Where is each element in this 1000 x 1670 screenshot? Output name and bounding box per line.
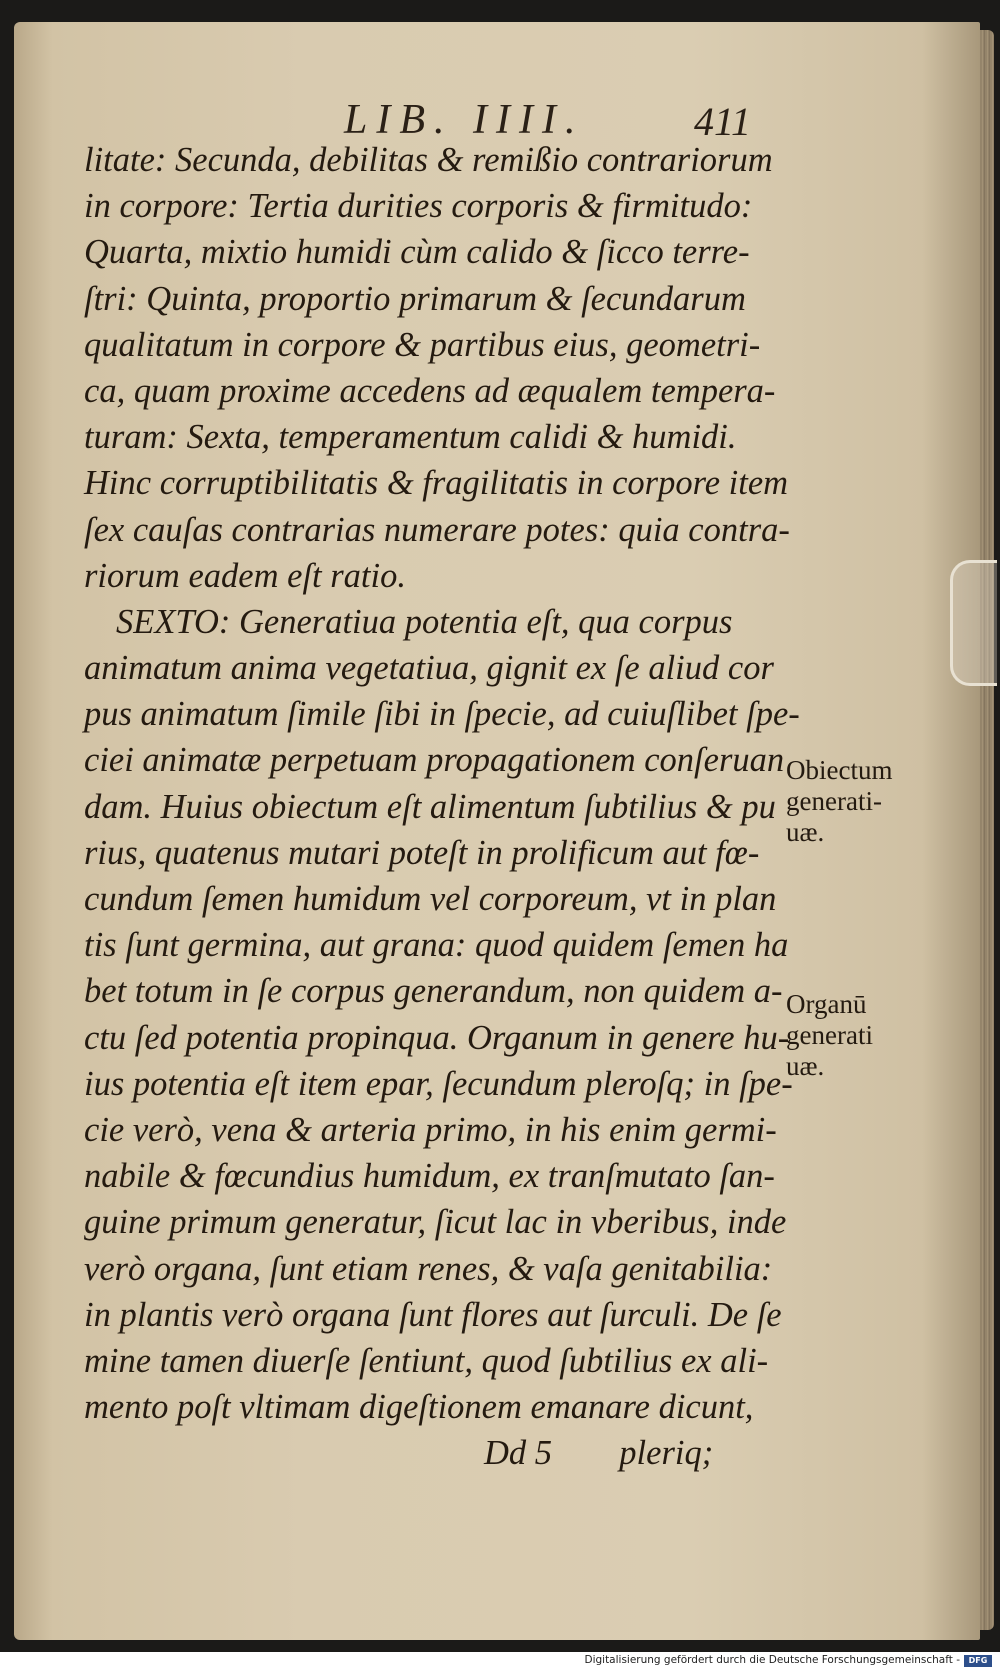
- margin-note-obiectum: [786, 755, 892, 848]
- text-line: dam. Huius obiectum eſt alimentum ſubtilius & pu: [84, 787, 776, 826]
- text-line: ca, quam proxime accedens ad æqualem tempera-: [84, 371, 776, 410]
- text-line: ciei animatæ perpetuam propagationem conſeruan: [84, 741, 785, 780]
- body-text: [84, 137, 804, 1476]
- margin-note-line: generati-: [786, 786, 882, 816]
- text-line: in corpore: Tertia durities corporis & firmitudo:: [84, 187, 753, 226]
- margin-note-organum: [786, 989, 873, 1082]
- text-line: cundum ſemen humidum vel corporeum, vt in plan: [84, 880, 777, 918]
- text-line: tis ſunt germina, aut grana: quod quidem ſemen ha: [84, 926, 789, 965]
- text-line: SEXTO: Generatiua potentia eſt, qua corpus: [116, 602, 733, 641]
- text-line: Hinc corruptibilitatis & fragilitatis in corpore item: [84, 464, 789, 503]
- text-line: bet totum in ſe corpus generandum, non quidem a-: [84, 972, 783, 1011]
- text-line: nabile & fœcundius humidum, ex tranſmutato ſan-: [84, 1157, 775, 1196]
- catchword: pleriq;: [619, 1434, 714, 1473]
- margin-note-line: Obiectum: [786, 755, 893, 785]
- page-header: [14, 80, 980, 144]
- text-line: mento poſt vltimam digeſtionem emanare dicunt,: [84, 1388, 754, 1427]
- margin-note-line: uæ.: [786, 817, 825, 847]
- dfg-logo-icon: DFG: [964, 1655, 992, 1667]
- text-line: in plantis verò organa ſunt flores aut ſurculi. De ſe: [84, 1295, 782, 1334]
- text-line: pus animatum ſimile ſibi in ſpecie, ad cuiuſlibet ſpe-: [84, 695, 800, 734]
- text-line: rius, quatenus mutari poteſt in prolificum aut fœ-: [84, 833, 760, 872]
- signature-mark: Dd 5: [484, 1434, 553, 1473]
- text-line: mine tamen diuerſe ſentiunt, quod ſubtilius ex ali-: [84, 1341, 769, 1380]
- margin-note-line: uæ.: [786, 1051, 825, 1081]
- text-line: ctu ſed potentia propinqua. Organum in genere hu-: [84, 1018, 790, 1057]
- footer-bar: [0, 1652, 1000, 1670]
- text-line: turam: Sexta, temperamentum calidi & humidi.: [84, 418, 737, 457]
- running-head: LIB. IIII.: [344, 97, 585, 143]
- catchword-line: [84, 1430, 804, 1476]
- text-line: ſtri: Quinta, proportio primarum & ſecundarum: [84, 279, 746, 318]
- text-line: riorum eadem eſt ratio.: [84, 556, 406, 595]
- page-number: 411: [694, 99, 752, 144]
- page-clip: [950, 560, 997, 686]
- text-line: ſex cauſas contrarias numerare potes: quia contra-: [84, 510, 790, 549]
- text-line: animatum anima vegetatiua, gignit ex ſe aliud cor: [84, 649, 774, 688]
- text-line: cie verò, vena & arteria primo, in his enim germi-: [84, 1110, 777, 1149]
- funding-credit: Digitalisierung gefördert durch die Deutsche Forschungsgemeinschaft -: [584, 1654, 960, 1666]
- text-line: qualitatum in corpore & partibus eius, geometri-: [84, 325, 761, 364]
- text-line: litate: Secunda, debilitas & remißio contrariorum: [84, 141, 773, 179]
- text-line: ius potentia eſt item epar, ſecundum pleroſq; in ſpe-: [84, 1064, 793, 1103]
- text-line: guine primum generatur, ſicut lac in vberibus, inde: [84, 1203, 787, 1242]
- margin-note-line: Organū: [786, 989, 867, 1019]
- text-line: Quarta, mixtio humidi cùm calido & ſicco terre-: [84, 233, 750, 272]
- text-line: verò organa, ſunt etiam renes, & vaſa genitabilia:: [84, 1249, 773, 1288]
- margin-note-line: generati: [786, 1020, 873, 1050]
- book-page: [14, 22, 980, 1640]
